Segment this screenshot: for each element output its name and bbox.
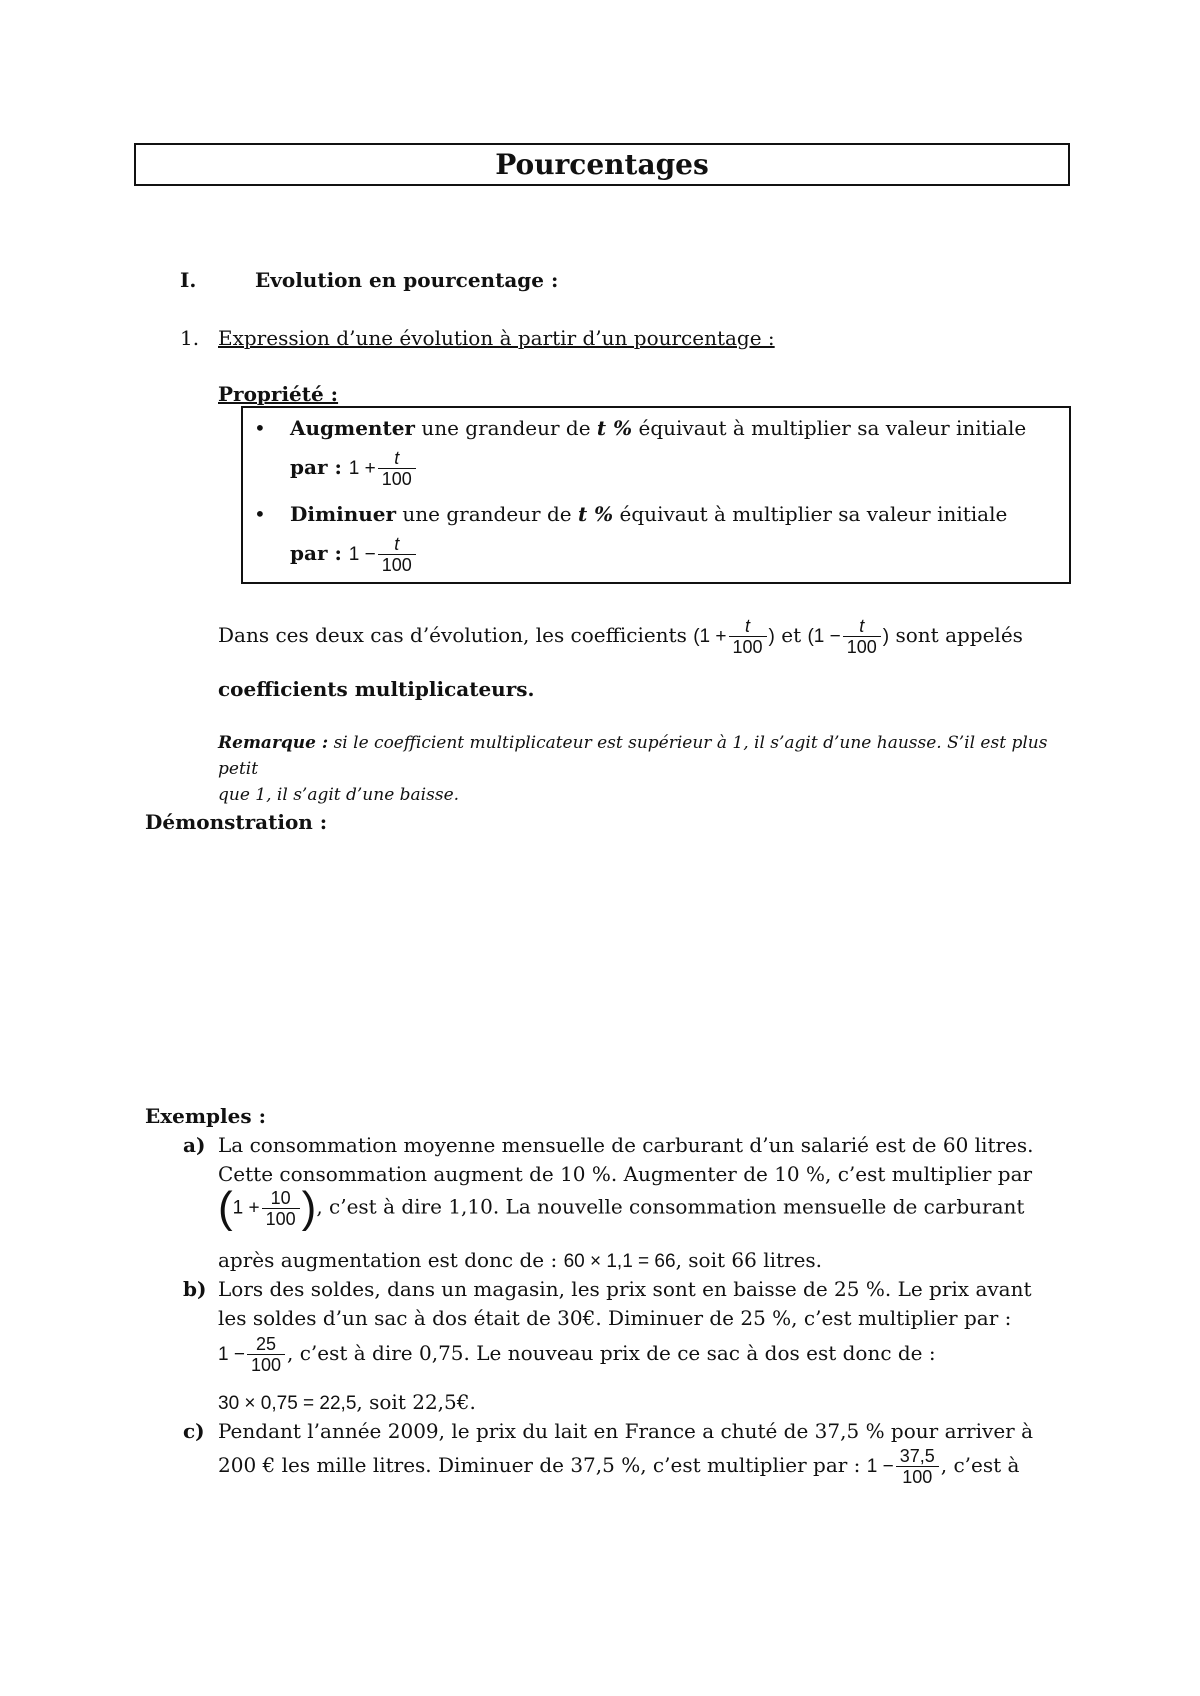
- text-span: , soit 66 litres.: [675, 1248, 823, 1272]
- subsection-number: 1.: [180, 326, 200, 350]
- math-expr: 1 −: [218, 1344, 245, 1365]
- math-expr: 1 +: [348, 458, 376, 479]
- fraction: [378, 448, 416, 489]
- page-title: Pourcentages: [134, 143, 1070, 186]
- par-label: par :: [290, 541, 349, 565]
- text-span: équivaut à multiplier sa valeur initiale: [613, 502, 1008, 526]
- example-c-label: c): [183, 1419, 205, 1443]
- text-span: , c’est à dire 0,75. Le nouveau prix de ce sac à dos est donc de :: [287, 1341, 936, 1365]
- text-span: une grandeur de: [396, 502, 578, 526]
- fraction-denominator: 100: [729, 636, 767, 657]
- example-b-line2: les soldes d’un sac à dos était de 30€. Diminuer de 25 %, c’est multiplier par :: [218, 1306, 1012, 1330]
- paren: ): [768, 626, 775, 647]
- example-a-line4: [218, 1248, 822, 1273]
- fraction: [843, 616, 881, 657]
- math-expr: 1 −: [866, 1456, 894, 1477]
- paren: (: [218, 1183, 233, 1232]
- fraction-denominator: 100: [378, 468, 416, 489]
- subsection-title: Expression d’une évolution à partir d’un pourcentage :: [218, 326, 775, 350]
- example-b-label: b): [183, 1277, 207, 1301]
- text-span: Dans ces deux cas d’évolution, les coefficients: [218, 623, 687, 647]
- remark-text: si le coefficient multiplicateur est supérieur à 1, il s’agit d’une hausse. S’il est plus petit: [218, 733, 1048, 779]
- paren: (: [807, 626, 814, 647]
- fraction: [729, 616, 767, 657]
- math-expr: 1 +: [232, 1197, 260, 1219]
- fraction-denominator: 100: [247, 1354, 285, 1375]
- example-b-line1: Lors des soldes, dans un magasin, les prix sont en baisse de 25 %. Le prix avant: [218, 1277, 1032, 1301]
- example-b-line4: [218, 1390, 476, 1415]
- fraction-numerator: 25: [255, 1334, 276, 1354]
- example-a-line2: Cette consommation augment de 10 %. Augmenter de 10 %, c’est multiplier par: [218, 1162, 1033, 1186]
- remark-label: Remarque :: [218, 733, 329, 753]
- paren: ): [301, 1183, 317, 1232]
- fraction-denominator: 100: [843, 636, 881, 657]
- fraction-denominator: 100: [262, 1208, 300, 1229]
- text-span: 200 € les mille litres. Diminuer de 37,5 %, c’est multiplier par :: [218, 1453, 867, 1477]
- coefficients-line: [218, 616, 1023, 657]
- fraction: [378, 534, 416, 575]
- text-span: , c’est à dire 1,10. La nouvelle consommation mensuelle de carburant: [316, 1194, 1025, 1219]
- fraction-numerator: t: [745, 616, 751, 636]
- fraction-numerator: t: [859, 616, 865, 636]
- examples-label: Exemples :: [145, 1104, 266, 1128]
- example-a-line1: La consommation moyenne mensuelle de carburant d’un salarié est de 60 litres.: [218, 1133, 1034, 1157]
- math-expr: 1 +: [699, 626, 727, 647]
- fraction: [896, 1446, 939, 1487]
- fraction-numerator: 37,5: [899, 1446, 935, 1466]
- fraction: [247, 1334, 285, 1375]
- math-expr: 60 × 1,1 = 66: [563, 1251, 676, 1272]
- text-span: une grandeur de: [414, 416, 597, 440]
- example-b-line3: [218, 1334, 936, 1375]
- math-expr: 30 × 0,75 = 22,5: [218, 1393, 357, 1414]
- example-c-line2: [218, 1446, 1019, 1487]
- property-formula-increase: [290, 448, 418, 489]
- remark: [218, 730, 1078, 808]
- fraction-numerator: t: [394, 448, 400, 468]
- example-a-label: a): [183, 1133, 206, 1157]
- fraction-denominator: 100: [378, 554, 416, 575]
- bullet-icon: •: [254, 502, 266, 526]
- par-label: par :: [290, 455, 349, 479]
- fraction-numerator: t: [394, 534, 400, 554]
- text-span: , soit 22,5€.: [356, 1390, 476, 1414]
- text-span: , c’est à: [940, 1453, 1020, 1477]
- bullet-icon: •: [254, 416, 266, 440]
- remark-text: que 1, il s’agit d’une baisse.: [218, 785, 460, 805]
- text-span: équivaut à multiplier sa valeur initiale: [632, 416, 1027, 440]
- paren: ): [882, 626, 890, 647]
- math-expr: 1 −: [813, 626, 841, 647]
- paren: (: [693, 626, 700, 647]
- property-line-increase: [290, 416, 1026, 440]
- rate-t: t %: [577, 502, 614, 526]
- property-line-decrease: [290, 502, 1007, 526]
- increase-keyword: Augmenter: [290, 416, 415, 440]
- text-span: et: [781, 623, 802, 647]
- math-expr: 1 −: [348, 544, 376, 565]
- text-span: sont appelés: [895, 623, 1023, 647]
- section-number: I.: [180, 268, 197, 292]
- property-label: Propriété :: [218, 382, 339, 406]
- decrease-keyword: Diminuer: [290, 502, 397, 526]
- property-formula-decrease: [290, 534, 418, 575]
- example-c-line1: Pendant l’année 2009, le prix du lait en France a chuté de 37,5 % pour arriver à: [218, 1419, 1033, 1443]
- fraction-denominator: 100: [896, 1466, 939, 1487]
- text-span: après augmentation est donc de :: [218, 1248, 564, 1272]
- example-a-line3: [218, 1183, 1025, 1232]
- demonstration-label: Démonstration :: [145, 810, 328, 834]
- rate-t: t %: [596, 416, 633, 440]
- fraction-numerator: 10: [270, 1187, 291, 1208]
- fraction: [262, 1188, 300, 1229]
- coefficients-bold: coefficients multiplicateurs.: [218, 677, 535, 701]
- section-title: Evolution en pourcentage :: [255, 268, 559, 292]
